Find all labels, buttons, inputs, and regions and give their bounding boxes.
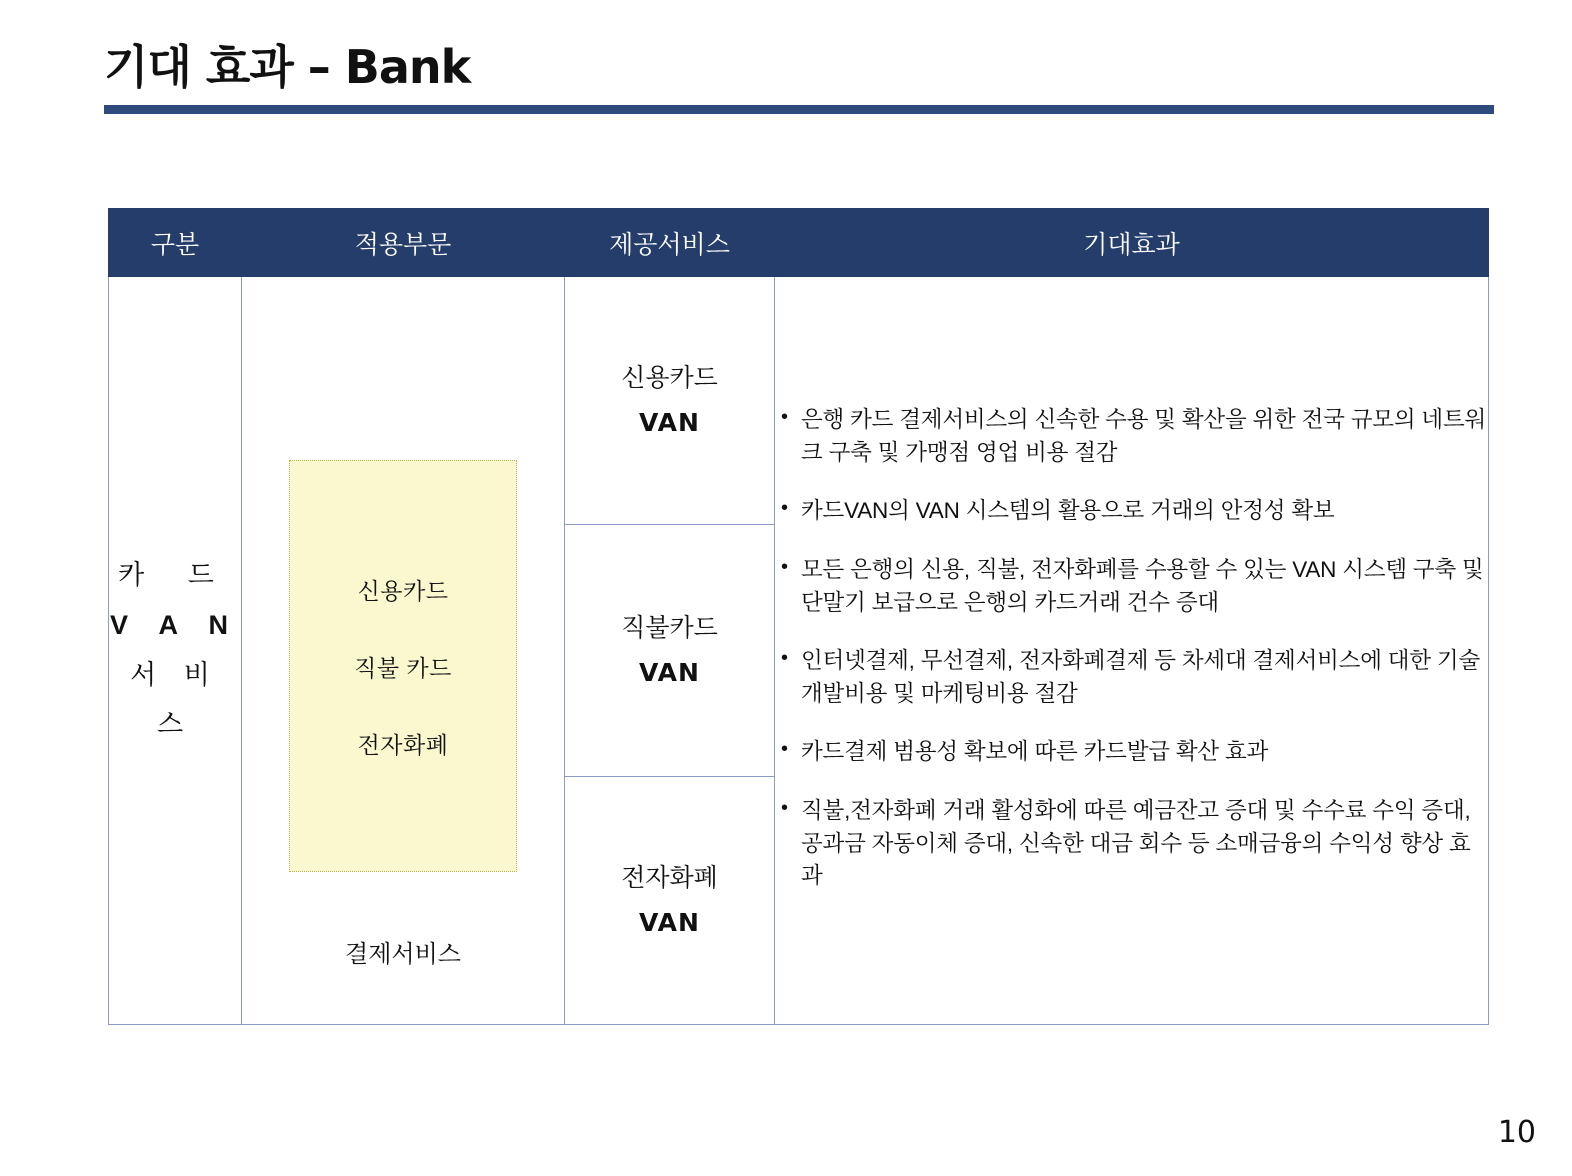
- table-header-row: [109, 209, 1489, 277]
- table-row: [109, 277, 1489, 525]
- table-header-applied-part: 적용부문: [242, 209, 565, 277]
- effects-list: [775, 404, 1488, 893]
- list-item: • 직불,전자화폐 거래 활성화에 따른 예금잔고 증대 및 수수료 수익 증대, 공과금 자동이체 증대, 신속한 대금 회수 등 소매금융의 수익성 향상 효과: [775, 795, 1488, 893]
- page-number: 10: [1497, 1115, 1536, 1150]
- service-van-label-2: VAN: [639, 657, 700, 687]
- cell-expected-effects: [775, 277, 1489, 1025]
- table-header-gubun: 구분: [109, 209, 242, 277]
- gubun-line-3: 서 비 스: [130, 659, 220, 740]
- service-name-e-money: 전자화폐: [621, 863, 718, 892]
- applied-part-caption: 결제서비스: [345, 941, 461, 968]
- list-item: • 인터넷결제, 무선결제, 전자화폐결제 등 차세대 결제서비스에 대한 기술개발비용 및 마케팅비용 절감: [775, 645, 1488, 710]
- service-name-debit-card: 직불카드: [621, 613, 718, 642]
- gubun-line-1: 카 드: [118, 559, 232, 590]
- cell-service-debit-card-van: [565, 525, 775, 777]
- expected-effects-table: [108, 208, 1489, 1025]
- service-name-credit-card: 신용카드: [621, 363, 718, 392]
- cell-gubun-card-van-service: [109, 277, 242, 1025]
- cell-service-credit-card-van: [565, 277, 775, 525]
- service-van-label-3: VAN: [639, 907, 700, 937]
- title-divider: [104, 105, 1494, 114]
- list-item: • 은행 카드 결제서비스의 신속한 수용 및 확산을 위한 전국 규모의 네트워크 구축 및 가맹점 영업 비용 절감: [775, 404, 1488, 469]
- gubun-line-2: V A N: [109, 609, 240, 640]
- list-item: • 카드결제 범용성 확보에 따른 카드발급 확산 효과: [775, 736, 1488, 769]
- page-title: 기대 효과 – Bank: [104, 40, 471, 94]
- applied-part-inner: [242, 332, 564, 969]
- cell-service-e-money-van: [565, 777, 775, 1025]
- title-block: [104, 42, 1494, 114]
- highlight-item-debit-card: 직불 카드: [354, 654, 452, 681]
- table-header-effect: 기대효과: [775, 209, 1489, 277]
- list-item: • 카드VAN의 VAN 시스템의 활용으로 거래의 안정성 확보: [775, 495, 1488, 528]
- service-van-label-1: VAN: [639, 407, 700, 437]
- highlight-item-e-money: 전자화폐: [357, 731, 449, 758]
- table-header-service: 제공서비스: [565, 209, 775, 277]
- payment-service-highlight-box: [289, 460, 517, 872]
- cell-applied-part: [242, 277, 565, 1025]
- highlight-item-credit-card: 신용카드: [357, 577, 449, 604]
- list-item: • 모든 은행의 신용, 직불, 전자화폐를 수용할 수 있는 VAN 시스템 구축 및 단말기 보급으로 은행의 카드거래 건수 증대: [775, 554, 1488, 619]
